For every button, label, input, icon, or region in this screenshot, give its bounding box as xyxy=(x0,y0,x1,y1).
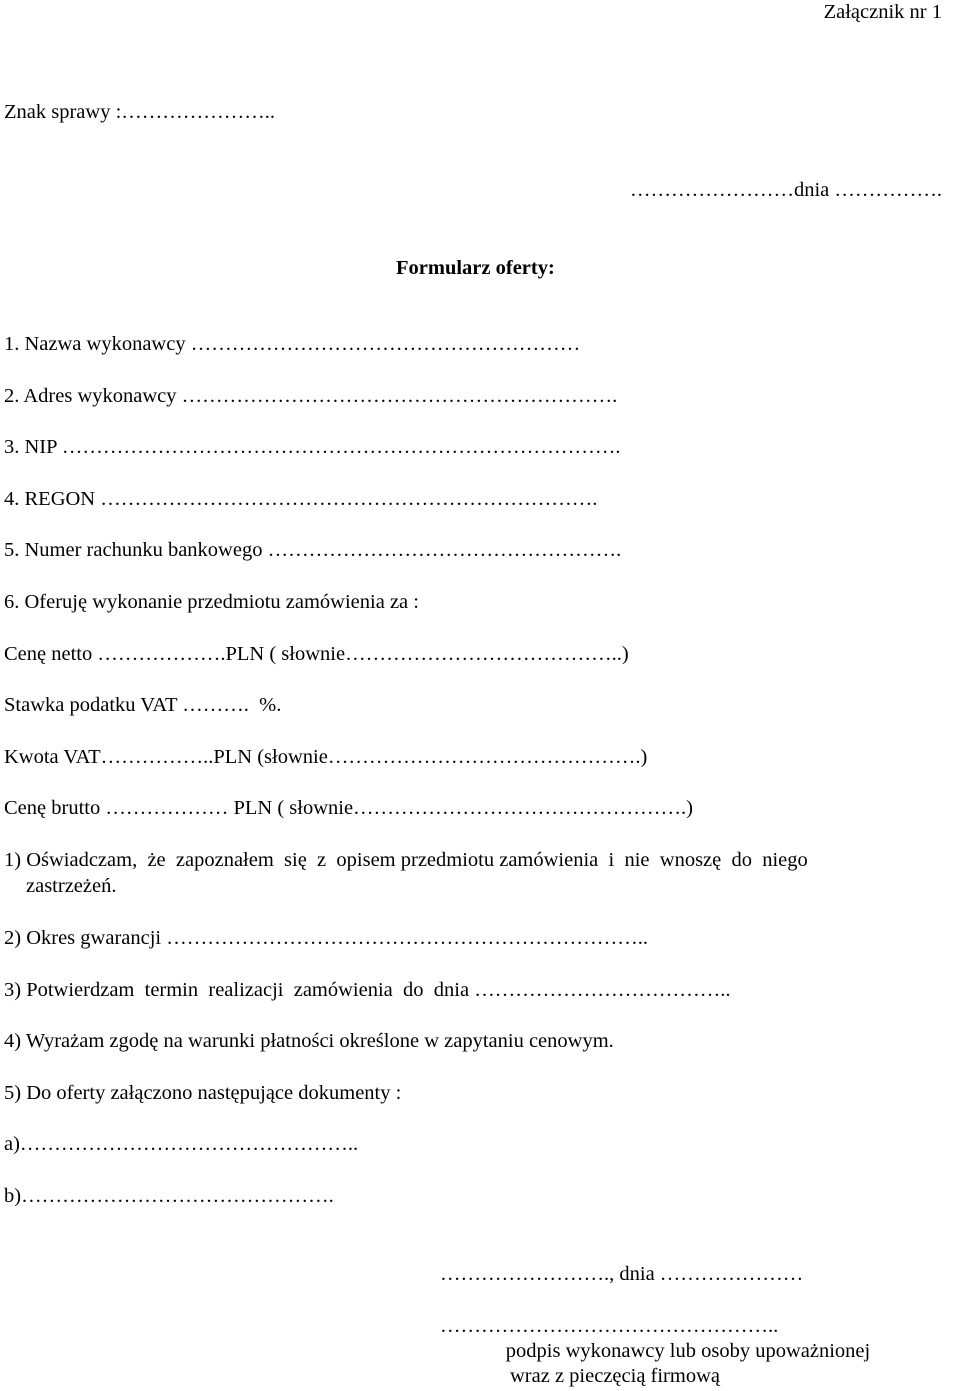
field-offer-intro: 6. Oferuję wykonanie przedmiotu zamówienia za : xyxy=(4,591,419,613)
case-number: Znak sprawy :………………….. xyxy=(4,101,276,123)
attachment-b: b)………………………………………. xyxy=(4,1185,334,1207)
attachment-a: a)………………………………………….. xyxy=(4,1133,359,1155)
signature-caption-line-2: wraz z pieczęcią firmową xyxy=(510,1365,720,1387)
declaration-1-line-2: zastrzeżeń. xyxy=(26,875,117,897)
declaration-4: 4) Wyrażam zgodę na warunki płatności określone w zapytaniu cenowym. xyxy=(4,1030,614,1052)
field-regon: 4. REGON ………………………………………………………………. xyxy=(4,488,598,510)
declaration-3: 3) Potwierdzam termin realizacji zamówienia do dnia ……………………………….. xyxy=(4,979,731,1001)
field-vat-rate: Stawka podatku VAT ………. %. xyxy=(4,694,282,716)
field-contractor-address: 2. Adres wykonawcy ………………………………………………………. xyxy=(4,385,618,407)
declaration-5: 5) Do oferty załączono następujące dokumenty : xyxy=(4,1082,402,1104)
field-bank-account: 5. Numer rachunku bankowego ……………………………………………. xyxy=(4,539,622,561)
field-net-price: Cenę netto ……………….PLN ( słownie…………………………………..) xyxy=(4,643,629,665)
field-vat-amount: Kwota VAT……………..PLN (słownie……………………………………….) xyxy=(4,746,648,768)
attachment-label: Załącznik nr 1 xyxy=(823,1,942,23)
date-line: ……………………dnia ……………. xyxy=(629,179,942,201)
declaration-2: 2) Okres gwarancji …………………………………………………………….. xyxy=(4,927,648,949)
page-title: Formularz oferty: xyxy=(396,257,555,279)
field-contractor-name: 1. Nazwa wykonawcy ………………………………………………… xyxy=(4,333,581,355)
declaration-1-line-1: 1) Oświadczam, że zapoznałem się z opisem przedmiotu zamówienia i nie wnoszę do niego xyxy=(4,849,808,871)
field-gross-price: Cenę brutto ……………… PLN ( słownie………………………………………….) xyxy=(4,797,693,819)
signature-caption-line-1: podpis wykonawcy lub osoby upoważnionej xyxy=(505,1340,871,1362)
signature-date-line: ……………………., dnia ………………… xyxy=(440,1263,804,1285)
field-nip: 3. NIP ………………………………………………………………………. xyxy=(4,436,621,458)
signature-dots: ………………………………………….. xyxy=(440,1315,779,1337)
